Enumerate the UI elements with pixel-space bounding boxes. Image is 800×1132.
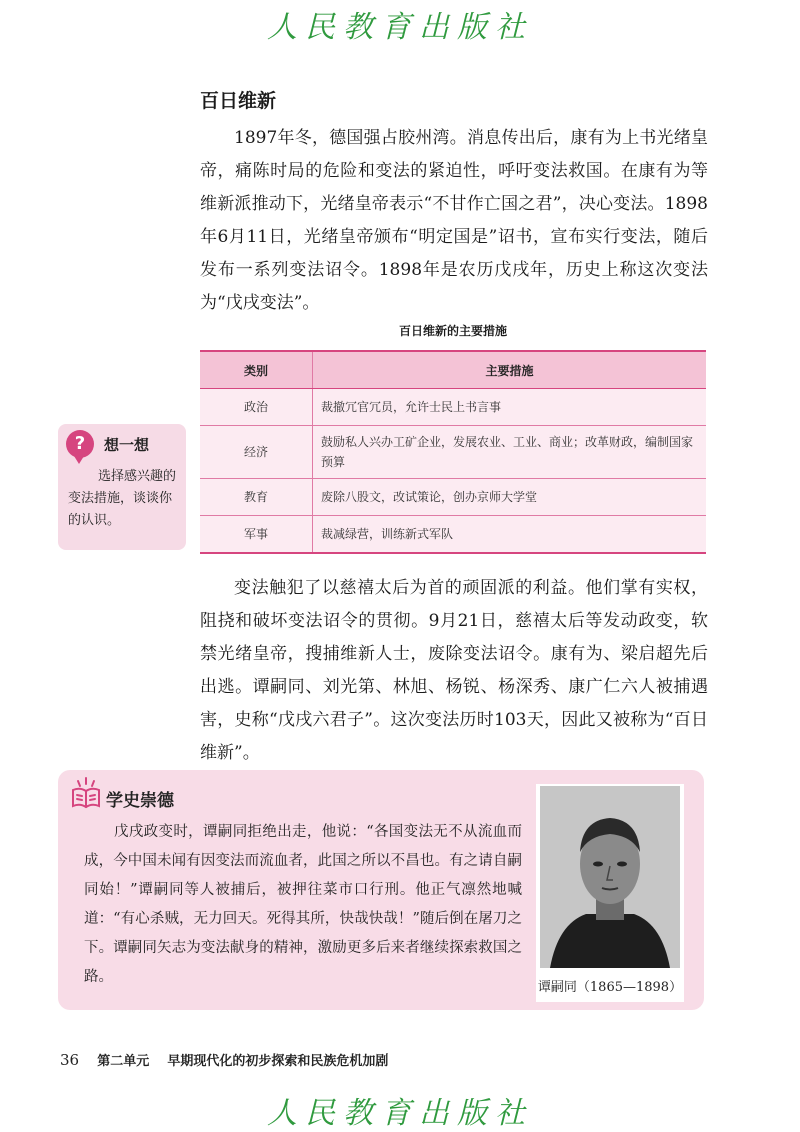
question-bubble-icon: ? [66, 430, 94, 458]
table-header-row [200, 351, 706, 389]
think-sidebar [58, 424, 186, 550]
table-cell-measure: 鼓励私人兴办工矿企业，发展农业、工业、商业；改革财政，编制国家预算 [313, 426, 707, 479]
open-book-icon [70, 776, 102, 810]
think-prompt: 选择感兴趣的变法措施，谈谈你的认识。 [68, 469, 177, 528]
portrait-caption: 谭嗣同（1865—1898） [537, 980, 683, 995]
table-cell-category: 政治 [200, 389, 313, 426]
study-history-box [58, 770, 704, 1010]
table-row [200, 516, 706, 554]
study-history-text: 戊戌政变时，谭嗣同拒绝出走，他说：“各国变法无不从流血而成，今中国未闻有因变法而流血者，此国之所以不昌也。有之请自嗣同始！”谭嗣同等人被捕后，被押往菜市口行刑。他正气凛然地喊道：“有心杀贼，无力回天。死得其所，快哉快哉！”随后倒在屠刀之下。谭嗣同矢志为变法献身的精神，激励更多后来者继续探索救国之路。 [84, 824, 522, 985]
table-row [200, 426, 706, 479]
reform-measures-table [200, 350, 706, 554]
portrait-photo [540, 786, 680, 968]
table-caption: 百日维新的主要措施 [398, 324, 507, 338]
column-header-measures: 主要措施 [313, 351, 707, 389]
table-cell-category: 经济 [200, 426, 313, 479]
column-header-category: 类别 [200, 351, 313, 389]
table-cell-measure: 裁减绿营，训练新式军队 [313, 516, 707, 554]
table-cell-category: 教育 [200, 479, 313, 516]
section-title: 百日维新 [200, 90, 277, 112]
think-title: 想一想 [104, 436, 150, 454]
publisher-logo-top: 人民教育出版社 [267, 10, 533, 45]
unit-label: 第二单元 [97, 1054, 150, 1069]
publisher-logo-bottom: 人民教育出版社 [267, 1096, 533, 1131]
table-cell-category: 军事 [200, 516, 313, 554]
table-cell-measure: 裁撤冗官冗员，允许士民上书言事 [313, 389, 707, 426]
page-footer [60, 1050, 388, 1069]
paragraph-intro: 1897年冬，德国强占胶州湾。消息传出后，康有为上书光绪皇帝，痛陈时局的危险和变法的紧迫性，呼吁变法救国。在康有为等维新派推动下，光绪皇帝表示“不甘作亡国之君”，决心变法。1898年6月11日，光绪皇帝颁布“明定国是”诏书，宣布实行变法，随后发布一系列变法诏令。1898年是农历戊戌年，历史上称这次变法为“戊戌变法”。 [200, 128, 708, 313]
table-cell-measure: 废除八股文，改试策论，创办京师大学堂 [313, 479, 707, 516]
table-row [200, 479, 706, 516]
page-number: 36 [60, 1051, 80, 1069]
table-row [200, 389, 706, 426]
portrait-figure [536, 784, 684, 1002]
chapter-title: 早期现代化的初步探索和民族危机加剧 [167, 1054, 389, 1069]
paragraph-coup: 变法触犯了以慈禧太后为首的顽固派的利益。他们掌有实权，阻挠和破坏变法诏令的贯彻。9月21日，慈禧太后等发动政变，软禁光绪皇帝，搜捕维新人士，废除变法诏令。康有为、梁启超先后出逃。谭嗣同、刘光第、林旭、杨锐、杨深秀、康广仁六人被捕遇害，史称“戊戌六君子”。这次变法历时103天，因此又被称为“百日维新”。 [200, 578, 708, 763]
study-history-title: 学史崇德 [106, 791, 174, 811]
